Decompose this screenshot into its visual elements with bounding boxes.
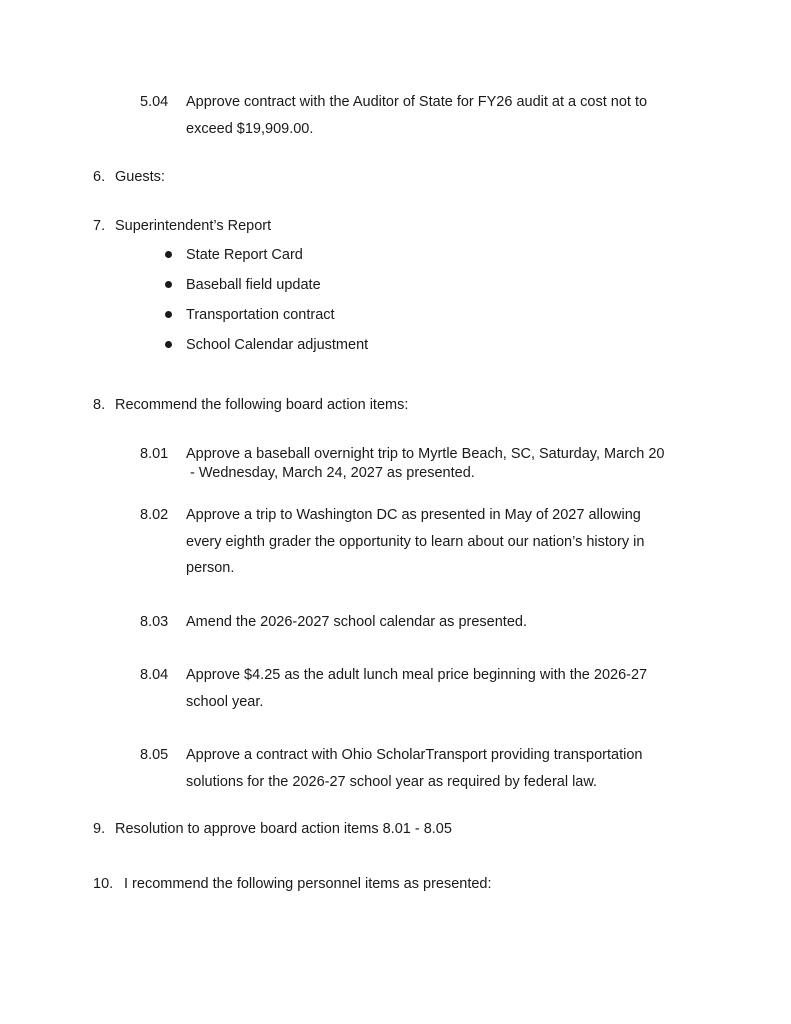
item-10-text: I recommend the following personnel items as presented: bbox=[124, 876, 492, 892]
item-8-number: 8. bbox=[93, 397, 106, 413]
item-8-03-text-line1: Amend the 2026-2027 school calendar as presented. bbox=[186, 614, 527, 630]
bullet-icon bbox=[165, 341, 172, 348]
item-9-text: Resolution to approve board action items 8.01 - 8.05 bbox=[115, 821, 452, 837]
item-8-04-text-line2: school year. bbox=[186, 694, 264, 710]
item-7-text: Superintendent’s Report bbox=[115, 218, 272, 234]
report-bullet-4: School Calendar adjustment bbox=[186, 337, 369, 353]
item-8-05-text-line1: Approve a contract with Ohio ScholarTransport providing transportation bbox=[186, 747, 643, 763]
item-6-number: 6. bbox=[93, 169, 106, 185]
item-8-04-number: 8.04 bbox=[140, 667, 169, 683]
report-bullet-1: State Report Card bbox=[186, 247, 303, 263]
item-9-number: 9. bbox=[93, 821, 106, 837]
item-8-text: Recommend the following board action items: bbox=[115, 397, 409, 413]
item-8-01-text-line1: Approve a baseball overnight trip to Myrtle Beach, SC, Saturday, March 20 bbox=[186, 446, 665, 462]
item-8-02-text-line1: Approve a trip to Washington DC as presented in May of 2027 allowing bbox=[186, 507, 641, 523]
item-8-02-text-line2: every eighth grader the opportunity to learn about our nation’s history in bbox=[186, 534, 645, 550]
report-bullet-2: Baseball field update bbox=[186, 277, 321, 293]
item-5-04-text-line1: Approve contract with the Auditor of State for FY26 audit at a cost not to bbox=[186, 94, 648, 110]
item-7-number: 7. bbox=[93, 218, 106, 234]
report-bullet-3: Transportation contract bbox=[186, 307, 335, 323]
item-6-text: Guests: bbox=[115, 169, 165, 185]
item-8-02-number: 8.02 bbox=[140, 507, 169, 523]
item-10-number: 10. bbox=[93, 876, 114, 892]
item-8-01-number: 8.01 bbox=[140, 446, 169, 462]
item-8-05-text-line2: solutions for the 2026-27 school year as required by federal law. bbox=[186, 774, 598, 790]
item-8-05-number: 8.05 bbox=[140, 747, 169, 763]
item-8-01-text-line2: - Wednesday, March 24, 2027 as presented. bbox=[190, 465, 475, 481]
bullet-icon bbox=[165, 281, 172, 288]
bullet-icon bbox=[165, 251, 172, 258]
item-8-04-text-line1: Approve $4.25 as the adult lunch meal price beginning with the 2026-27 bbox=[186, 667, 648, 683]
item-5-04-number: 5.04 bbox=[140, 94, 169, 110]
item-8-03-number: 8.03 bbox=[140, 614, 169, 630]
bullet-icon bbox=[165, 311, 172, 318]
item-8-02-text-line3: person. bbox=[186, 560, 235, 576]
item-5-04-text-line2: exceed $19,909.00. bbox=[186, 121, 314, 137]
